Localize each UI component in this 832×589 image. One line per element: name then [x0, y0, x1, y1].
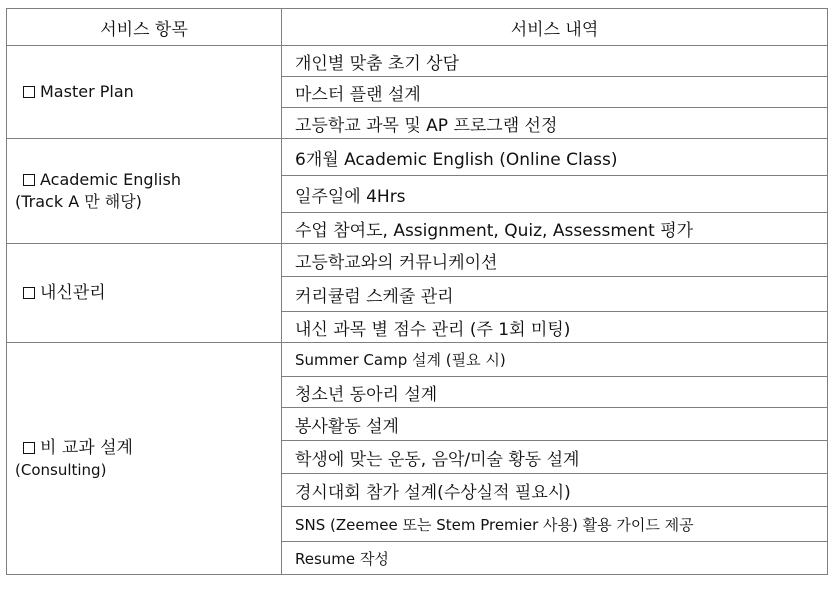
table-row	[7, 139, 828, 176]
header-row	[7, 9, 828, 46]
category-sublabel: (Consulting)	[15, 460, 107, 479]
table-row	[7, 343, 828, 377]
header-service-item: 서비스 항목	[7, 9, 282, 46]
category-grade-management	[7, 244, 282, 343]
service-item: 경시대회 참가 설계(수상실적 필요시)	[282, 474, 828, 507]
category-label: 내신관리	[40, 283, 106, 303]
category-sublabel: (Track A 만 해당)	[15, 192, 142, 211]
service-item: 개인별 맞춤 초기 상담	[282, 46, 828, 77]
services-table	[6, 8, 828, 575]
service-item: 내신 과목 별 점수 관리 (주 1회 미팅)	[282, 312, 828, 343]
service-item: 커리큘럼 스케줄 관리	[282, 277, 828, 312]
category-label: 비 교과 설계	[40, 437, 133, 458]
category-master-plan	[7, 46, 282, 139]
service-item: 청소년 동아리 설계	[282, 377, 828, 408]
service-item: Summer Camp 설계 (필요 시)	[282, 343, 828, 377]
checkbox-icon	[23, 174, 35, 186]
service-item: 6개월 Academic English (Online Class)	[282, 139, 828, 176]
table-row	[7, 244, 828, 277]
service-item: 일주일에 4Hrs	[282, 176, 828, 213]
category-label: Academic English	[40, 170, 181, 189]
header-service-detail: 서비스 내역	[282, 9, 828, 46]
service-item: 수업 참여도, Assignment, Quiz, Assessment 평가	[282, 213, 828, 244]
service-item: 고등학교와의 커뮤니케이션	[282, 244, 828, 277]
service-item: 봉사활동 설계	[282, 408, 828, 441]
checkbox-icon	[23, 86, 35, 98]
table-row	[7, 46, 828, 77]
service-item: 학생에 맞는 운동, 음악/미술 황동 설계	[282, 441, 828, 474]
service-item: SNS (Zeemee 또는 Stem Premier 사용) 활용 가이드 제공	[282, 507, 828, 542]
service-item: 고등학교 과목 및 AP 프로그램 선정	[282, 108, 828, 139]
service-item: Resume 작성	[282, 542, 828, 575]
checkbox-icon	[23, 442, 35, 454]
service-item: 마스터 플랜 설계	[282, 77, 828, 108]
checkbox-icon	[23, 287, 35, 299]
category-academic-english	[7, 139, 282, 244]
category-label: Master Plan	[40, 82, 134, 101]
category-extracurricular	[7, 343, 282, 575]
